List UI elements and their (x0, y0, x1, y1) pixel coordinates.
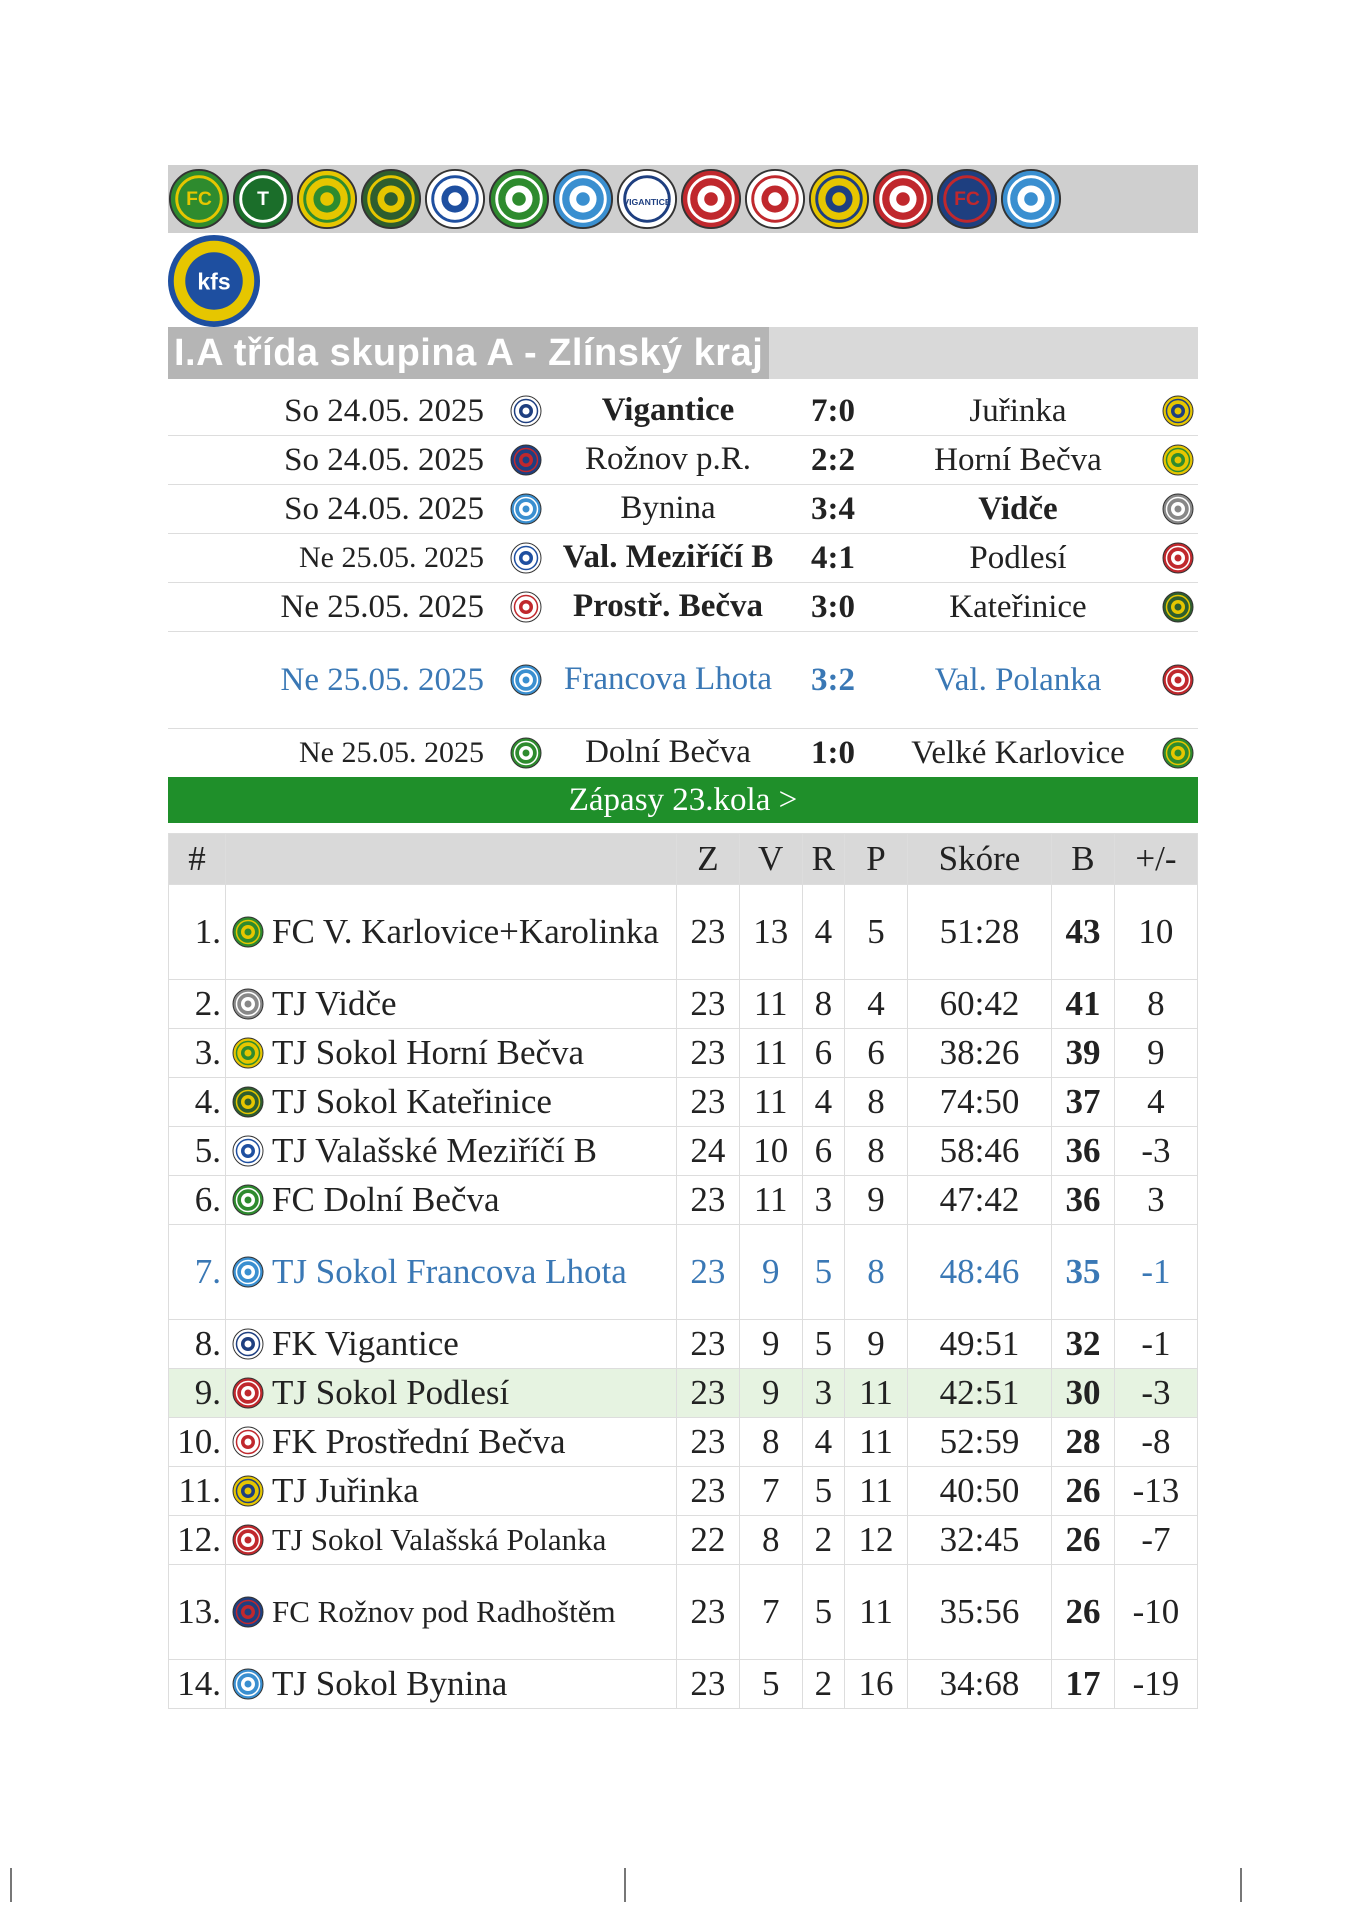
goal-score: 49:51 (907, 1320, 1051, 1369)
club-logo-row (168, 165, 1062, 233)
standings-header-row (169, 834, 1198, 885)
position: 11. (169, 1467, 226, 1516)
won: 10 (739, 1127, 802, 1176)
goal-score: 35:56 (907, 1565, 1051, 1660)
away-team: Juřinka (969, 392, 1067, 429)
podlesi-logo-icon (232, 1377, 264, 1409)
katerinice-logo-icon (360, 168, 422, 230)
played: 23 (677, 1467, 740, 1516)
home-team: Francova Lhota (563, 661, 772, 698)
home-team: Vigantice (601, 392, 735, 429)
match-date: So 24.05. 2025 (284, 392, 484, 429)
played: 22 (677, 1516, 740, 1565)
drawn: 4 (802, 885, 844, 980)
goal-diff: -13 (1114, 1467, 1197, 1516)
played: 23 (677, 1029, 740, 1078)
match-date: Ne 25.05. 2025 (280, 588, 484, 625)
match-date: So 24.05. 2025 (284, 490, 484, 527)
goal-score: 42:51 (907, 1369, 1051, 1418)
home-logo-cell (508, 387, 544, 435)
lost: 5 (845, 885, 908, 980)
table-row (169, 1516, 1198, 1565)
lost: 9 (845, 1320, 908, 1369)
katerinice-logo-icon (1162, 591, 1194, 623)
dolni-becva-logo-icon (232, 1184, 264, 1216)
col-points: B (1052, 834, 1115, 885)
horni-becva-logo-icon (1162, 444, 1194, 476)
home-logo-cell (508, 534, 544, 582)
team-name: TJ Valašské Meziříčí B (272, 1130, 597, 1170)
team-name: TJ Juřinka (272, 1470, 419, 1510)
played: 23 (677, 885, 740, 980)
table-row (169, 980, 1198, 1029)
team-name: TJ Vidče (272, 983, 397, 1023)
lost: 4 (845, 980, 908, 1029)
away-team: Horní Bečva (934, 441, 1102, 478)
vigantice-logo-icon (232, 1328, 264, 1360)
points: 36 (1052, 1176, 1115, 1225)
fc-velke-karlovice-logo-icon (232, 916, 264, 948)
won: 7 (739, 1565, 802, 1660)
home-logo-cell (508, 632, 544, 728)
drawn: 3 (802, 1369, 844, 1418)
francova-lhota-logo-icon (510, 664, 542, 696)
svg-text:VIGANTICE: VIGANTICE (623, 196, 671, 207)
col-pos: # (169, 834, 226, 885)
position: 6. (169, 1176, 226, 1225)
svg-text:FC: FC (954, 187, 980, 210)
points: 28 (1052, 1418, 1115, 1467)
away-team: Val. Polanka (934, 661, 1102, 698)
table-row (169, 1029, 1198, 1078)
jurinka-logo-icon (808, 168, 870, 230)
result-row (168, 387, 1198, 436)
table-row (169, 885, 1198, 980)
table-row (169, 1225, 1198, 1320)
played: 23 (677, 1369, 740, 1418)
drawn: 8 (802, 980, 844, 1029)
drawn: 2 (802, 1516, 844, 1565)
drawn: 6 (802, 1029, 844, 1078)
points: 37 (1052, 1078, 1115, 1127)
vidce-logo-icon (232, 988, 264, 1020)
won: 5 (739, 1660, 802, 1709)
col-diff: +/- (1114, 834, 1197, 885)
goal-diff: 8 (1114, 980, 1197, 1029)
lost: 11 (845, 1565, 908, 1660)
goal-diff: -7 (1114, 1516, 1197, 1565)
goal-score: 38:26 (907, 1029, 1051, 1078)
team-name: TJ Sokol Horní Bečva (272, 1032, 585, 1072)
dolni-becva-logo-icon (488, 168, 550, 230)
col-lost: P (845, 834, 908, 885)
table-row (169, 1369, 1198, 1418)
won: 11 (739, 1029, 802, 1078)
team-name: TJ Sokol Valašská Polanka (272, 1522, 607, 1558)
match-score: 4:1 (811, 539, 855, 576)
valasske-mezirici-logo-icon (510, 542, 542, 574)
match-score: 3:0 (811, 588, 855, 625)
won: 9 (739, 1369, 802, 1418)
away-logo-cell (1160, 534, 1196, 582)
goal-diff: -19 (1114, 1660, 1197, 1709)
fc-velke-karlovice-logo-icon (168, 168, 230, 230)
table-row (169, 1078, 1198, 1127)
col-team (226, 834, 677, 885)
played: 23 (677, 1660, 740, 1709)
dolni-becva-logo-icon (510, 737, 542, 769)
results-list (168, 387, 1198, 778)
away-logo-cell (1160, 632, 1196, 728)
drawn: 5 (802, 1320, 844, 1369)
team-name: TJ Sokol Kateřinice (272, 1081, 552, 1121)
home-team: Dolní Bečva (585, 734, 751, 771)
points: 35 (1052, 1225, 1115, 1320)
away-logo-cell (1160, 485, 1196, 533)
valasske-mezirici-logo-icon (424, 168, 486, 230)
goal-score: 47:42 (907, 1176, 1051, 1225)
table-row (169, 1418, 1198, 1467)
bynina-logo-icon (1000, 168, 1062, 230)
points: 41 (1052, 980, 1115, 1029)
valasska-polanka-logo-icon (232, 1524, 264, 1556)
position: 8. (169, 1320, 226, 1369)
played: 23 (677, 980, 740, 1029)
match-score: 7:0 (811, 392, 855, 429)
francova-lhota-logo-icon (232, 1256, 264, 1288)
position: 1. (169, 885, 226, 980)
played: 23 (677, 1078, 740, 1127)
goal-score: 58:46 (907, 1127, 1051, 1176)
lost: 11 (845, 1418, 908, 1467)
fc-velke-karlovice-logo-icon (1162, 737, 1194, 769)
vigantice-logo-icon (616, 168, 678, 230)
lost: 11 (845, 1369, 908, 1418)
played: 23 (677, 1565, 740, 1660)
team-name: FC Dolní Bečva (272, 1179, 500, 1219)
goal-score: 60:42 (907, 980, 1051, 1029)
drawn: 5 (802, 1565, 844, 1660)
lost: 8 (845, 1078, 908, 1127)
vidce-logo-icon (1162, 493, 1194, 525)
svg-text:kfs: kfs (197, 268, 231, 295)
col-played: Z (677, 834, 740, 885)
col-won: V (739, 834, 802, 885)
team-name: TJ Sokol Podlesí (272, 1372, 510, 1412)
tj-vidce-logo-icon (232, 168, 294, 230)
valasska-polanka-logo-icon (1162, 664, 1194, 696)
home-team: Rožnov p.R. (585, 441, 751, 478)
valasske-mezirici-logo-icon (232, 1135, 264, 1167)
home-team: Bynina (620, 490, 716, 527)
jurinka-logo-icon (1162, 395, 1194, 427)
table-row (169, 1320, 1198, 1369)
lost: 12 (845, 1516, 908, 1565)
roznov-logo-icon (510, 444, 542, 476)
position: 13. (169, 1565, 226, 1660)
scan-mark (624, 1868, 626, 1902)
club-logo-strip (168, 165, 1198, 233)
home-logo-cell (508, 436, 544, 484)
team-name: TJ Sokol Bynina (272, 1663, 508, 1703)
away-logo-cell (1160, 729, 1196, 777)
home-logo-cell (508, 485, 544, 533)
away-team: Velké Karlovice (911, 734, 1125, 771)
match-score: 1:0 (811, 734, 855, 771)
played: 23 (677, 1225, 740, 1320)
match-score: 3:2 (811, 661, 855, 698)
goal-score: 52:59 (907, 1418, 1051, 1467)
position: 10. (169, 1418, 226, 1467)
horni-becva-logo-icon (232, 1037, 264, 1069)
match-date: So 24.05. 2025 (284, 441, 484, 478)
home-team: Prostř. Bečva (573, 588, 763, 625)
title-bar (168, 327, 1198, 379)
goal-diff: -3 (1114, 1369, 1197, 1418)
table-row (169, 1467, 1198, 1516)
goal-diff: 3 (1114, 1176, 1197, 1225)
result-row (168, 632, 1198, 729)
team-name: FK Prostřední Bečva (272, 1421, 566, 1461)
goal-diff: 10 (1114, 885, 1197, 980)
francova-lhota-logo-icon (552, 168, 614, 230)
match-date: Ne 25.05. 2025 (280, 661, 484, 698)
roznov-logo-icon (232, 1596, 264, 1628)
won: 11 (739, 980, 802, 1029)
table-row (169, 1660, 1198, 1709)
points: 32 (1052, 1320, 1115, 1369)
points: 17 (1052, 1660, 1115, 1709)
goal-score: 40:50 (907, 1467, 1051, 1516)
svg-text:T: T (257, 187, 269, 210)
page-title: I.A třída skupina A - Zlínský kraj (168, 327, 769, 379)
prostredni-becva-logo-icon (232, 1426, 264, 1458)
scan-mark (1240, 1868, 1242, 1902)
standings-body (169, 885, 1198, 1709)
drawn: 3 (802, 1176, 844, 1225)
drawn: 4 (802, 1418, 844, 1467)
league-sheet (168, 165, 1198, 1703)
drawn: 5 (802, 1225, 844, 1320)
won: 11 (739, 1176, 802, 1225)
standings-table (168, 833, 1198, 1709)
position: 7. (169, 1225, 226, 1320)
drawn: 5 (802, 1467, 844, 1516)
won: 9 (739, 1320, 802, 1369)
won: 8 (739, 1418, 802, 1467)
roznov-logo-icon (936, 168, 998, 230)
played: 23 (677, 1176, 740, 1225)
goal-diff: -3 (1114, 1127, 1197, 1176)
col-drawn: R (802, 834, 844, 885)
drawn: 4 (802, 1078, 844, 1127)
points: 39 (1052, 1029, 1115, 1078)
played: 23 (677, 1320, 740, 1369)
drawn: 6 (802, 1127, 844, 1176)
home-logo-cell (508, 583, 544, 631)
goal-score: 34:68 (907, 1660, 1051, 1709)
home-logo-cell (508, 729, 544, 777)
played: 24 (677, 1127, 740, 1176)
played: 23 (677, 1418, 740, 1467)
result-row (168, 729, 1198, 778)
valasska-polanka-logo-icon (872, 168, 934, 230)
away-team: Podlesí (969, 539, 1067, 576)
col-score: Skóre (907, 834, 1051, 885)
podlesi-logo-icon (1162, 542, 1194, 574)
next-round-link[interactable]: Zápasy 23.kola > (168, 777, 1198, 823)
vigantice-logo-icon (510, 395, 542, 427)
goal-diff: -10 (1114, 1565, 1197, 1660)
position: 4. (169, 1078, 226, 1127)
goal-score: 32:45 (907, 1516, 1051, 1565)
lost: 9 (845, 1176, 908, 1225)
katerinice-logo-icon (232, 1086, 264, 1118)
away-logo-cell (1160, 583, 1196, 631)
prostredni-becva-logo-icon (744, 168, 806, 230)
team-name: TJ Sokol Francova Lhota (272, 1251, 627, 1291)
goal-diff: -8 (1114, 1418, 1197, 1467)
table-row (169, 1127, 1198, 1176)
goal-score: 51:28 (907, 885, 1051, 980)
position: 14. (169, 1660, 226, 1709)
goal-score: 74:50 (907, 1078, 1051, 1127)
jurinka-logo-icon (232, 1475, 264, 1507)
points: 26 (1052, 1467, 1115, 1516)
scan-mark (10, 1868, 12, 1902)
team-name: FC V. Karlovice+Karolinka (272, 911, 659, 951)
bynina-logo-icon (232, 1668, 264, 1700)
lost: 6 (845, 1029, 908, 1078)
won: 11 (739, 1078, 802, 1127)
match-score: 2:2 (811, 441, 855, 478)
won: 9 (739, 1225, 802, 1320)
svg-text:FC: FC (186, 187, 212, 210)
lost: 16 (845, 1660, 908, 1709)
goal-diff: -1 (1114, 1320, 1197, 1369)
goal-score: 48:46 (907, 1225, 1051, 1320)
goal-diff: 4 (1114, 1078, 1197, 1127)
position: 12. (169, 1516, 226, 1565)
result-row (168, 583, 1198, 632)
table-row (169, 1565, 1198, 1660)
position: 9. (169, 1369, 226, 1418)
points: 30 (1052, 1369, 1115, 1418)
lost: 8 (845, 1225, 908, 1320)
position: 5. (169, 1127, 226, 1176)
team-name: FK Vigantice (272, 1323, 459, 1363)
horni-becva-logo-icon (296, 168, 358, 230)
points: 26 (1052, 1516, 1115, 1565)
result-row (168, 436, 1198, 485)
won: 7 (739, 1467, 802, 1516)
points: 26 (1052, 1565, 1115, 1660)
goal-diff: -1 (1114, 1225, 1197, 1320)
lost: 11 (845, 1467, 908, 1516)
points: 36 (1052, 1127, 1115, 1176)
position: 3. (169, 1029, 226, 1078)
won: 13 (739, 885, 802, 980)
team-name: FC Rožnov pod Radhoštěm (272, 1594, 616, 1630)
kfs-zlinsky-logo-icon (168, 235, 260, 327)
match-date: Ne 25.05. 2025 (299, 736, 484, 769)
result-row (168, 534, 1198, 583)
bynina-logo-icon (510, 493, 542, 525)
match-score: 3:4 (811, 490, 855, 527)
away-team: Vidče (978, 490, 1058, 527)
podlesi-logo-icon (680, 168, 742, 230)
home-team: Val. Meziříčí B (562, 539, 774, 576)
won: 8 (739, 1516, 802, 1565)
match-date: Ne 25.05. 2025 (299, 541, 484, 574)
prostredni-becva-logo-icon (510, 591, 542, 623)
away-team: Kateřinice (949, 588, 1087, 625)
goal-diff: 9 (1114, 1029, 1197, 1078)
away-logo-cell (1160, 436, 1196, 484)
table-row (169, 1176, 1198, 1225)
points: 43 (1052, 885, 1115, 980)
lost: 8 (845, 1127, 908, 1176)
away-logo-cell (1160, 387, 1196, 435)
result-row (168, 485, 1198, 534)
position: 2. (169, 980, 226, 1029)
drawn: 2 (802, 1660, 844, 1709)
